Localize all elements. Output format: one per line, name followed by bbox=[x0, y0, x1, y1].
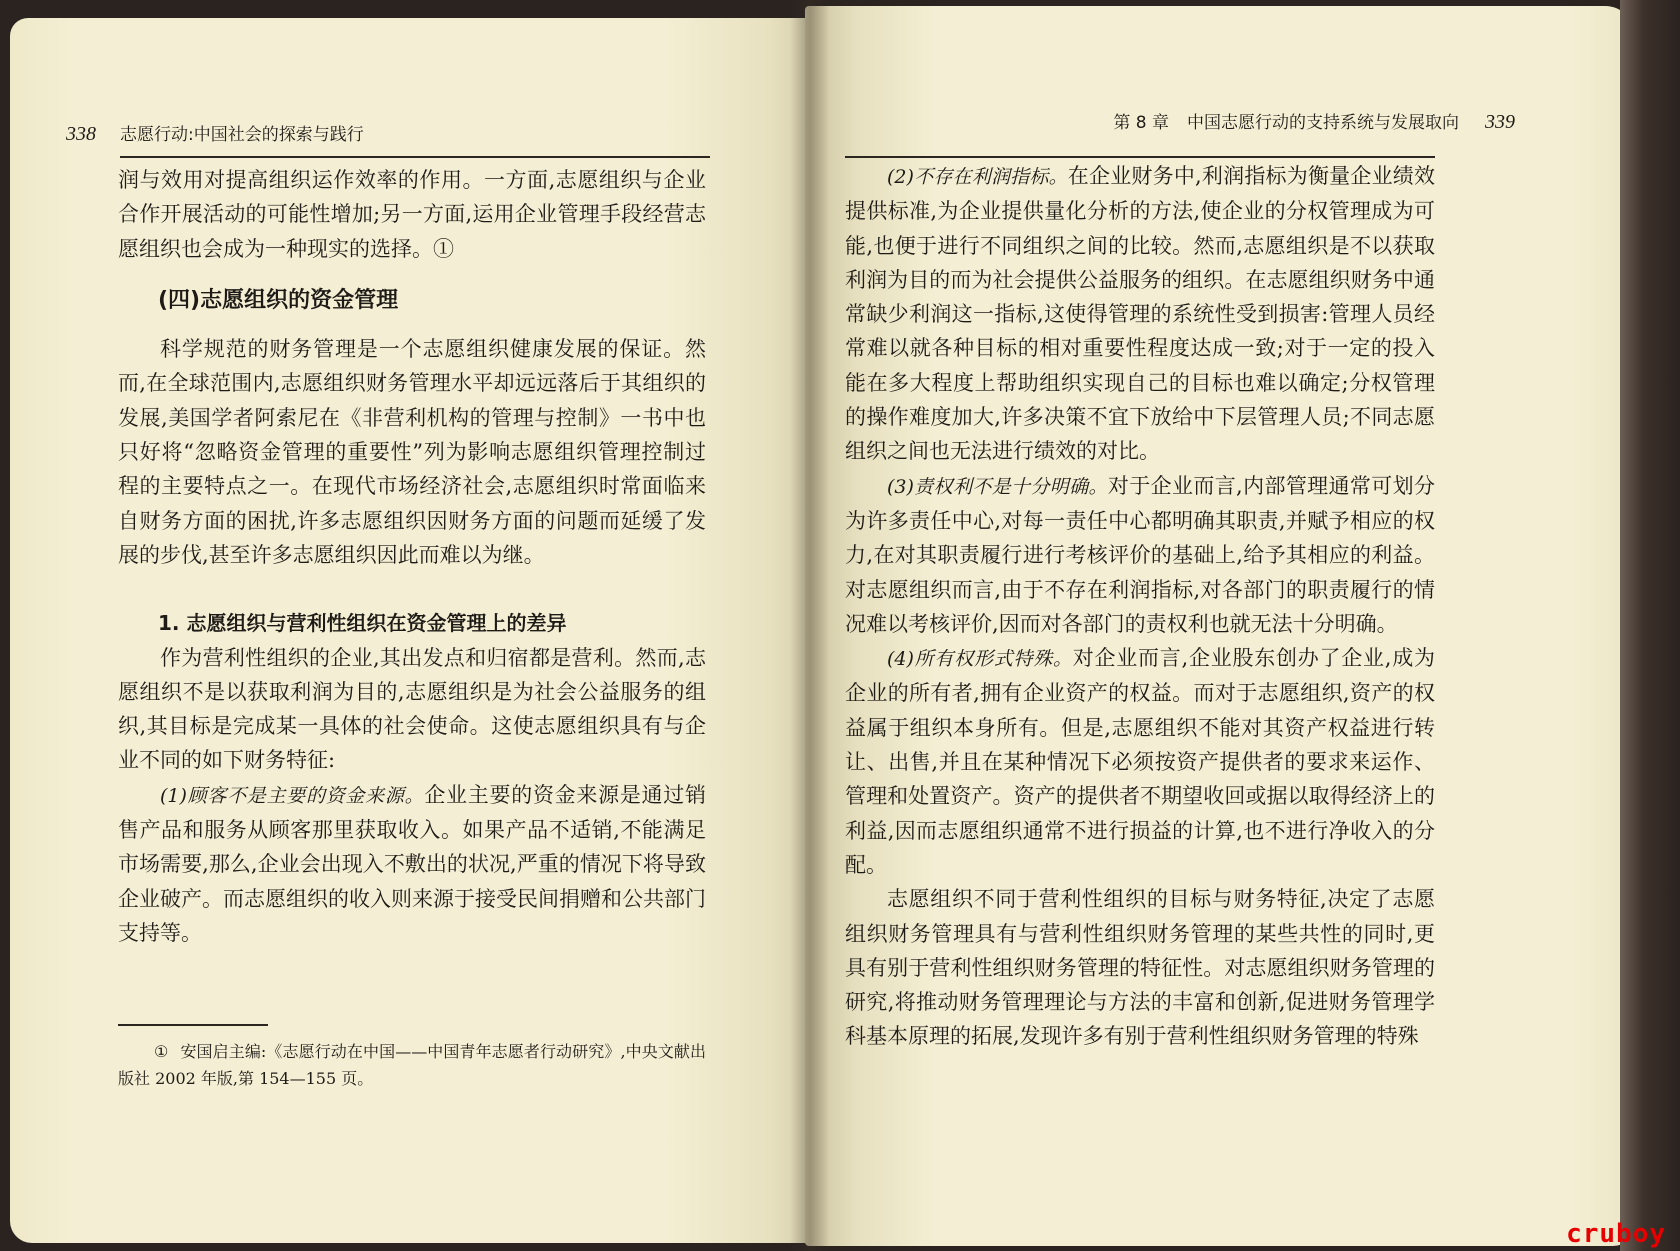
right-body-text bbox=[845, 159, 1435, 1054]
scanner-watermark: cruboy bbox=[1566, 1219, 1666, 1249]
book-edge bbox=[1620, 0, 1680, 1251]
paragraph-point-4 bbox=[845, 641, 1435, 882]
page-number-right: 339 bbox=[1485, 111, 1515, 133]
footnote-rule bbox=[118, 1024, 268, 1026]
running-header-right bbox=[1113, 108, 1515, 134]
book-gutter bbox=[790, 0, 830, 1251]
paragraph-finance: 科学规范的财务管理是一个志愿组织健康发展的保证。然而,在全球范围内,志愿组织财务管理水平却远远落后于其组织的发展,美国学者阿索尼在《非营利机构的管理与控制》一书中也只好将“忽略资金管理的重要性”列为影响志愿组织管理控制过程的主要特点之一。在现代市场经济社会,志愿组织时常面临来自财务方面的困扰,许多志愿组织因财务方面的问题而延缓了发展的步伐,甚至许多志愿组织因此而难以为继。 bbox=[118, 337, 706, 567]
left-body-text bbox=[118, 163, 706, 950]
header-rule-left bbox=[120, 156, 710, 158]
point-2-lead: (2)不存在利润指标。 bbox=[887, 166, 1068, 188]
point-3-lead: (3)责权利不是十分明确。 bbox=[887, 475, 1108, 498]
left-page bbox=[10, 18, 825, 1243]
point-3-body: 对于企业而言,内部管理通常可划分为许多责任中心,对每一责任中心都明确其职责,并赋予相应的权力,在对其职责履行进行考核评价的基础上,给予其相应的利益。对志愿组织而言,由于不存在利润指标,对各部门的职责履行的情况难以考核评价,因而对各部门的责权利也就无法十分明确。 bbox=[845, 473, 1435, 636]
paragraph-continued: 润与效用对提高组织运作效率的作用。一方面,志愿组织与企业合作开展活动的可能性增加;另一方面,运用企业管理手段经营志愿组织也会成为一种现实的选择。① bbox=[118, 168, 706, 261]
subsection-heading: 1. 志愿组织与营利性组织在资金管理上的差异 bbox=[158, 611, 567, 636]
right-page bbox=[805, 6, 1635, 1246]
paragraph-point-2 bbox=[845, 159, 1435, 469]
point-4-body: 对企业而言,企业股东创办了企业,成为企业的所有者,拥有企业资产的权益。而对于志愿组织,资产的权益属于组织本身所有。但是,志愿组织不能对其资产权益进行转让、出售,并且在某种情况下必须按资产提供者的要求来运作、管理和处置资产。资产的提供者不期望收回或据以取得经济上的利益,因而志愿组织通常不进行损益的计算,也不进行净收入的分配。 bbox=[845, 646, 1435, 877]
section-heading: (四)志愿组织的资金管理 bbox=[158, 287, 399, 313]
paragraph-point-3 bbox=[845, 469, 1435, 641]
chapter-label: 第 8 章 bbox=[1113, 113, 1169, 133]
paragraph-point-1 bbox=[118, 778, 706, 950]
header-rule-right bbox=[845, 156, 1435, 158]
footnote bbox=[118, 1038, 706, 1092]
point-4-lead: (4)所有权形式特殊。 bbox=[887, 648, 1073, 671]
paragraph-enterprise: 作为营利性组织的企业,其出发点和归宿都是营利。然而,志愿组织不是以获取利润为目的,志愿组织是为社会公益服务的组织,其目标是完成某一具体的社会使命。这使志愿组织具有与企业不同的如下财务特征: bbox=[118, 645, 706, 773]
point-1-lead: (1)顾客不是主要的资金来源。 bbox=[160, 784, 425, 807]
running-title-right: 中国志愿行动的支持系统与发展取向 bbox=[1187, 113, 1459, 133]
page-number-left: 338 bbox=[66, 123, 96, 145]
footnote-mark: ① bbox=[154, 1042, 169, 1061]
point-2-body: 在企业财务中,利润指标为衡量企业绩效提供标准,为企业提供量化分析的方法,使企业的分权管理成为可能,也便于进行不同组织之间的比较。然而,志愿组织是不以获取利润为目的而为社会提供公益服务的组织。在志愿组织财务中通常缺少利润这一指标,这使得管理的系统性受到损害:管理人员经常难以就各种目标的相对重要性程度达成一致;对于一定的投入能在多大程度上帮助组织实现自己的目标也难以确定;分权管理的操作难度加大,许多决策不宜下放给中下层管理人员;不同志愿组织之间也无法进行绩效的对比。 bbox=[845, 164, 1435, 464]
paragraph-conclusion: 志愿组织不同于营利性组织的目标与财务特征,决定了志愿组织财务管理具有与营利性组织财务管理的某些共性的同时,更具有别于营利性组织财务管理的特征性。对志愿组织财务管理的研究,将推动财务管理理论与方法的丰富和创新,促进财务管理学科基本原理的拓展,发现许多有别于营利性组织财务管理的特殊 bbox=[845, 887, 1435, 1049]
running-header-left bbox=[66, 120, 364, 146]
point-1-body: 企业主要的资金来源是通过销售产品和服务从顾客那里获取收入。如果产品不适销,不能满足市场需要,那么,企业会出现入不敷出的状况,严重的情况下将导致企业破产。而志愿组织的收入则来源于接受民间捐赠和公共部门支持等。 bbox=[118, 782, 707, 945]
footnote-text: 安国启主编:《志愿行动在中国——中国青年志愿者行动研究》,中央文献出版社 2002 年版,第 154—155 页。 bbox=[118, 1042, 707, 1088]
running-title-left: 志愿行动:中国社会的探索与践行 bbox=[120, 125, 364, 145]
